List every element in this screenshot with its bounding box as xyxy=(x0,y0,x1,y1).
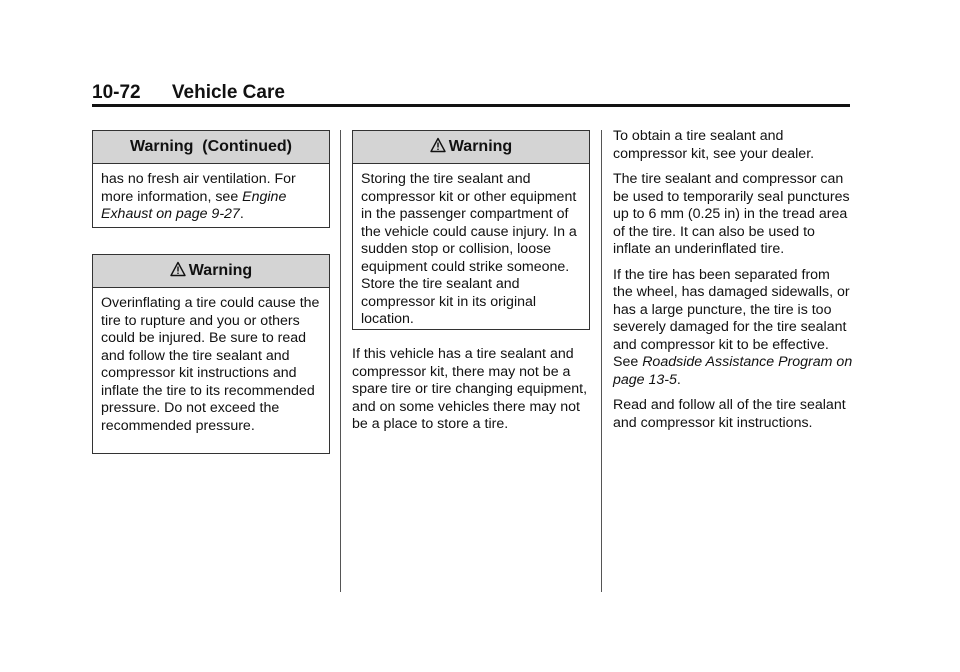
column-divider xyxy=(340,130,341,592)
warning-box-body xyxy=(93,164,329,231)
warning-icon xyxy=(170,261,186,277)
warning-box-continued xyxy=(92,130,330,228)
page-number: 10-72 xyxy=(92,82,141,103)
paragraph-text-end: . xyxy=(676,371,681,388)
cross-reference-link[interactable]: Roadside Assistance Program on page 13-5 xyxy=(613,354,853,388)
page-header xyxy=(92,82,285,104)
warning-box-title: Warning (Continued) xyxy=(93,131,329,164)
paragraph-text: If the tire has been separated from the wheel, has damaged sidewalls, or has a large puncture, the tire is too severely damaged for the tire sealant and compressor kit to be effective. See xyxy=(613,266,850,370)
warning-box-body: Storing the tire sealant and compressor kit or other equipment in the passenger compartment of the vehicle could cause injury. In a sudden stop or collision, loose equipment could strike someone. Store the tire sealant and compressor kit in its original location. xyxy=(361,171,577,327)
cross-reference-link[interactable]: Engine Exhaust on page 9-27 xyxy=(101,188,287,222)
paragraph: If this vehicle has a tire sealant and compressor kit, there may not be a spare tire or tire changing equipment, and on some vehicles there may not be a place to store a tire. xyxy=(352,346,588,432)
section-title: Vehicle Care xyxy=(171,82,285,103)
warning-box-header xyxy=(93,255,329,288)
warning-box-header xyxy=(353,131,589,164)
warning-box-title: Warning xyxy=(448,138,513,155)
warning-text: has no fresh air ventilation. For more information, see xyxy=(101,171,296,205)
paragraph xyxy=(613,267,853,390)
header-rule xyxy=(92,104,850,107)
warning-box-storage xyxy=(352,130,590,330)
paragraph: To obtain a tire sealant and compressor kit, see your dealer. xyxy=(613,128,815,162)
column-2-text xyxy=(352,346,592,442)
warning-box-overinflation xyxy=(92,254,330,454)
column-divider xyxy=(601,130,602,592)
warning-box-body: Overinflating a tire could cause the tire to rupture and you or others could be injured. Be sure to read and follow the tire sealant and compressor kit instructions and inflate the tire to its recommended pressure. Do not exceed the recommended pressure. xyxy=(101,295,320,434)
warning-icon xyxy=(430,137,446,153)
column-3-text xyxy=(613,128,853,440)
warning-box-title: Warning xyxy=(188,262,253,279)
paragraph: The tire sealant and compressor can be used to temporarily seal punctures up to 6 mm (0.25 in) in the tread area of the tire. It can also be used to inflate an underinflated tire. xyxy=(613,171,850,257)
warning-text-end: . xyxy=(239,206,244,222)
paragraph: Read and follow all of the tire sealant and compressor kit instructions. xyxy=(613,397,846,431)
